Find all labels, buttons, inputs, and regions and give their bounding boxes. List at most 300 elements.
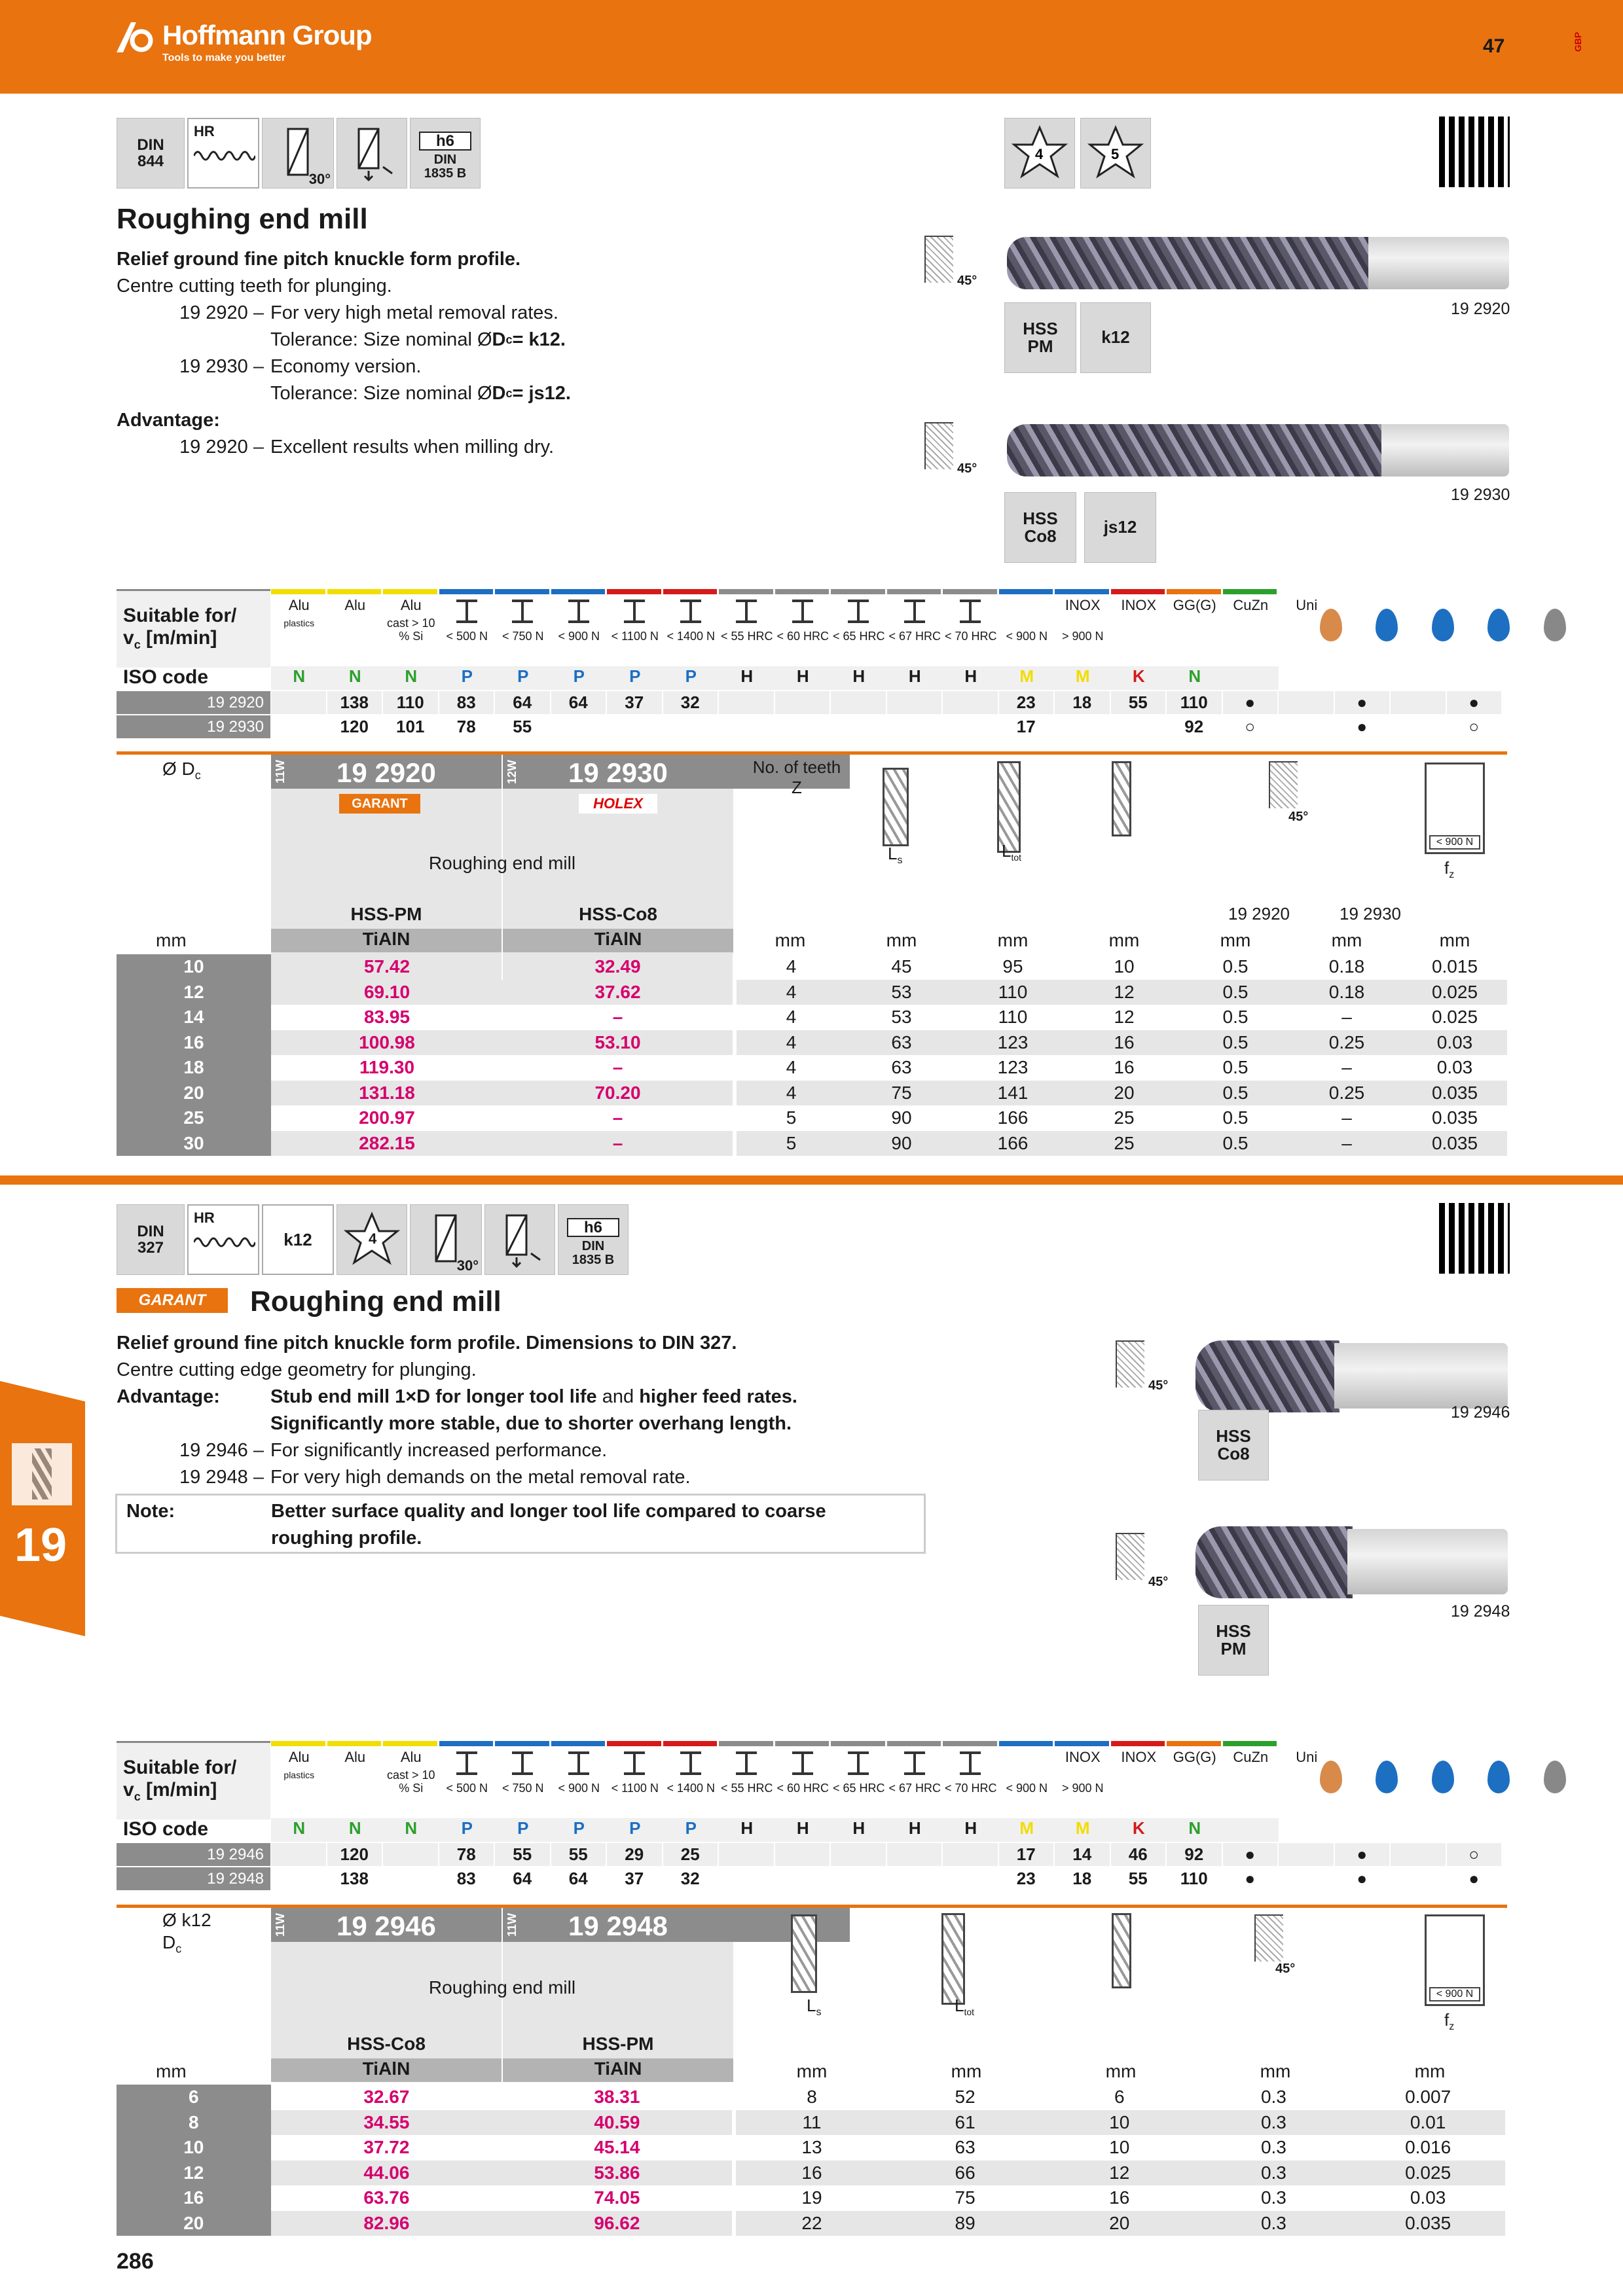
- unit-mm: mm: [1439, 930, 1470, 950]
- vc-value: 101: [383, 715, 438, 738]
- cell: 110: [998, 1007, 1028, 1028]
- iso-code: M: [1055, 1818, 1111, 1842]
- angle-label: 45°: [1288, 810, 1309, 824]
- vc-value: 32: [663, 1867, 718, 1890]
- cell: 74.05: [594, 2187, 640, 2208]
- material-head: INOX: [1121, 597, 1157, 613]
- cell: 282.15: [271, 1131, 503, 1157]
- tolerance-badge: js12: [1084, 492, 1156, 563]
- dry-icon: [1487, 1761, 1510, 1793]
- iso-code: P: [551, 1818, 608, 1842]
- material-stripe: [831, 589, 885, 594]
- iso-code: P: [495, 1818, 551, 1842]
- product-table-1: Ø $D_c$ 11W 19 2920 12W 19 2930 GARANT HOLEX Roughing end mill No. of teeth Z $L_s$ $L_{tot}$ 45° < 900 N $f_z$ 19 2920 19 2930 HSS-PM HSS-Co8 TiAlN TiAlN mm mm mm mm mm mm mm mm 10 57.42 32.49 4 45 95 10 0.5 0.18 0.015 12 69.10 37.62 4 53 110 12 0.5 0.18 0.025 14 83.95 – 4 53 110 12 0.5 – 0.025 16 100.98 53.10 4 63 123 16 0.5 0.25 0.03 18 119.30 – 4 63 123 16 0.5 – 0.03 20 131.18 70.20 4 75 141 20 0.5 0.25 0.035 25 200.97 – 5 90 166 25 0.5 – 0.035 30 282.15 – 5 90 166 25 0.5 – 0.035: [117, 755, 1507, 1159]
- unit-mm: mm: [775, 930, 806, 950]
- vc-value: [943, 1867, 998, 1890]
- cell: 4: [735, 1030, 846, 1056]
- cell: 0.25: [1291, 1030, 1402, 1056]
- cell: 0.015: [1431, 956, 1478, 977]
- material-sub: < 750 N: [501, 630, 544, 643]
- material-stripe: [943, 1741, 997, 1746]
- suitable-table-2: Suitable for/ $v_c$ [m/min] ISO code Alu plastics Alu Alu cast > 10 % Si < 500 N < 750 N < 900 N < 1100 N < 1400 N < 55 HRC < 60 HRC < 65 HRC < 67 HRC < 70 HRC < 900 N INOX > 900 N INOX GG(G) CuZn Uni N N N P P P P P H H H H H M M K N 19 2946 120 78 55 55 29 25 17 14 46 92 ● ● ○ 19 2948 138 83 64 64 37 32 23 18 55 110 ● ● ●: [117, 1741, 1507, 1890]
- vc-value: [1391, 1843, 1446, 1866]
- tolerance-badge: k12: [1080, 302, 1151, 373]
- material-badge: HSS Co8: [1198, 1410, 1269, 1480]
- cell: 32.67: [363, 2087, 410, 2108]
- vc-value: 37: [607, 691, 662, 714]
- table-row: [117, 1030, 1507, 1056]
- cell: 38.31: [594, 2087, 640, 2108]
- tool-image-192946: [1195, 1340, 1340, 1412]
- iso-code: N: [327, 666, 384, 690]
- vc-value: 78: [439, 715, 494, 738]
- cell: 0.3: [1197, 2110, 1351, 2136]
- cell: 40.59: [502, 2110, 734, 2136]
- material-head: CuZn: [1233, 1749, 1269, 1765]
- cell: 0.18: [1291, 980, 1402, 1005]
- language-code: GBP: [1573, 31, 1584, 52]
- table-row: [117, 1081, 1507, 1106]
- page-number-top: 47: [1483, 35, 1505, 57]
- material-sub: < 60 HRC: [776, 630, 830, 643]
- material-stripe: [663, 589, 718, 594]
- coating-header: TiAlN: [503, 929, 733, 952]
- table-row: [117, 1055, 1507, 1081]
- svg-text:4: 4: [1035, 146, 1044, 162]
- vc-value: [775, 691, 830, 714]
- material-stripe: [1111, 1741, 1165, 1746]
- table-row: [117, 2161, 1505, 2186]
- material-header: HSS-PM: [350, 904, 422, 924]
- vc-value: [831, 715, 886, 738]
- shank-h6-badge: h6 DIN 1835 B: [410, 118, 481, 188]
- unit-mm: mm: [1220, 930, 1251, 950]
- teeth-5-label: [1106, 139, 1107, 140]
- iso-code: H: [719, 1818, 775, 1842]
- vc-value: [551, 715, 606, 738]
- material-sub: < 900 N: [558, 1782, 600, 1795]
- vc-label: v: [123, 1779, 134, 1801]
- vc-value: ○: [1223, 715, 1278, 738]
- vc-value: [943, 1843, 998, 1866]
- material-sub: cast > 10 % Si: [386, 1768, 435, 1795]
- cell: 52: [955, 2087, 976, 2108]
- section2-title: Roughing end mill: [250, 1285, 501, 1318]
- material-head: Alu: [344, 597, 366, 613]
- vc-value: 110: [383, 691, 438, 714]
- vc-value: 64: [551, 1867, 606, 1890]
- cell: 4: [735, 1055, 846, 1081]
- material-stripe: [271, 1741, 325, 1746]
- vc-value: [719, 691, 774, 714]
- suitable-table-1: Suitable for/ $v_c$ [m/min] ISO code Alu plastics Alu Alu cast > 10 % Si < 500 N < 750 N < 900 N < 1100 N < 1400 N < 55 HRC < 60 HRC < 65 HRC < 67 HRC < 70 HRC < 900 N INOX > 900 N INOX GG(G) CuZn Uni N N N P P P P P H H H H H M M K N 19 2920 138 110 83 64 64 37 32 23 18 55 110 ● ● ● 19 2930 120 101 78 55 17 92 ○ ● ○: [117, 589, 1507, 738]
- iso-code: M: [999, 666, 1055, 690]
- cell: 25: [117, 1105, 271, 1131]
- vc-value: 120: [327, 715, 382, 738]
- cell: 166: [997, 1107, 1029, 1128]
- cell: 0.03: [1402, 1030, 1507, 1056]
- iso-code: P: [439, 1818, 496, 1842]
- cell: 123: [997, 1057, 1029, 1078]
- iso-code: P: [495, 666, 551, 690]
- water-drop-icon: [1376, 609, 1398, 641]
- cell: 0.025: [1402, 980, 1507, 1005]
- dry-icon: [1487, 609, 1510, 641]
- vc-value: 32: [663, 691, 718, 714]
- angle-label: 45°: [957, 274, 977, 288]
- vc-value: 138: [327, 1867, 382, 1890]
- material-head: Uni: [1296, 1749, 1318, 1765]
- cell: 53.10: [503, 1030, 735, 1056]
- cell: 12: [1042, 2161, 1197, 2186]
- material-stripe: [1055, 1741, 1109, 1746]
- cell: 30: [117, 1131, 271, 1157]
- code-header-192946: 11W 19 2946: [271, 1908, 501, 1942]
- material-sub: > 900 N: [1061, 1782, 1104, 1795]
- cell: 25: [1114, 1107, 1135, 1128]
- cell: 13: [734, 2135, 888, 2161]
- section1-title: Roughing end mill: [117, 203, 368, 235]
- material-stripe: [383, 1741, 437, 1746]
- material-stripe: [439, 589, 494, 594]
- material-head: INOX: [1065, 1749, 1101, 1765]
- vc-value: ●: [1335, 1867, 1390, 1890]
- cell: 6: [1114, 2087, 1125, 2108]
- coating-header: TiAlN: [503, 2058, 733, 2082]
- vc-value: 14: [1055, 1843, 1110, 1866]
- tolerance-k12-badge: k12: [262, 1204, 334, 1275]
- vc-value: 23: [999, 1867, 1054, 1890]
- profile-hr-icon: HR: [187, 118, 259, 188]
- vc-value: 55: [1111, 691, 1166, 714]
- cell: 45: [891, 956, 912, 977]
- cell: 96.62: [502, 2211, 734, 2236]
- material-stripe: [607, 1741, 661, 1746]
- angle-label: 45°: [1275, 1962, 1296, 1976]
- vc-value: 110: [1167, 1867, 1222, 1890]
- cell: 0.5: [1222, 1057, 1249, 1078]
- cell: 63: [891, 1057, 912, 1078]
- material-stripe: [719, 1741, 773, 1746]
- cell: 4: [735, 980, 846, 1005]
- code-header-192920: 11W 19 2920: [271, 755, 501, 789]
- tool-code: 19 2920: [1451, 300, 1510, 318]
- cell: –: [503, 1131, 735, 1157]
- steel-beam-icon: [509, 1750, 536, 1776]
- iso-code: H: [831, 666, 887, 690]
- iso-code: [1223, 666, 1279, 690]
- cell: 0.5: [1222, 1007, 1249, 1028]
- tool-code: 19 2946: [1451, 1403, 1510, 1422]
- iso-code: H: [775, 1818, 831, 1842]
- cell: 0.5: [1180, 980, 1291, 1005]
- teeth-5-icon: [1080, 118, 1151, 188]
- material-stripe: [775, 589, 830, 594]
- plunge-cut-icon: [484, 1204, 555, 1275]
- material-head: Alu: [288, 597, 310, 613]
- cell: 0.016: [1405, 2137, 1451, 2158]
- material-stripe: [1111, 589, 1165, 594]
- cell: 131.18: [271, 1081, 503, 1106]
- cell: 19: [734, 2185, 888, 2211]
- table-row: [117, 2085, 1505, 2110]
- iso-code: N: [383, 1818, 439, 1842]
- material-badge: HSS Co8: [1004, 492, 1076, 563]
- iso-code: N: [271, 1818, 327, 1842]
- steel-beam-icon: [621, 1750, 647, 1776]
- material-sub: cast > 10 % Si: [386, 617, 435, 643]
- vc-value: [719, 1867, 774, 1890]
- cell: 0.3: [1260, 2137, 1286, 2158]
- steel-beam-icon: [902, 1750, 928, 1776]
- cell: 20: [117, 2211, 271, 2236]
- angle-45-icon: [924, 236, 953, 283]
- material-sub: < 70 HRC: [944, 630, 997, 643]
- cell: 70.20: [503, 1081, 735, 1106]
- vc-value: ●: [1223, 1867, 1278, 1890]
- dc-header: Ø k12: [162, 1910, 211, 1930]
- cell: 90: [846, 1131, 957, 1157]
- steel-beam-icon: [678, 1750, 704, 1776]
- vc-value: 25: [663, 1843, 718, 1866]
- table-2-body: [117, 2085, 1507, 2236]
- tool-image-192930: [1007, 424, 1387, 476]
- iso-code-label: ISO code: [123, 1818, 209, 1840]
- cell: 10: [117, 954, 271, 980]
- cell: 5: [735, 1131, 846, 1157]
- feed-icon: < 900 N: [1425, 762, 1485, 854]
- cell: 69.10: [271, 980, 503, 1005]
- iso-code: M: [1055, 666, 1111, 690]
- vc-value: [383, 1843, 438, 1866]
- tool-image-192948: [1195, 1526, 1353, 1598]
- cell: 20: [117, 1081, 271, 1106]
- length-ltot-icon: [941, 1913, 965, 2005]
- table-row: [117, 2211, 1505, 2236]
- holex-logo: HOLEX: [579, 794, 657, 814]
- din-badge: DIN 844: [117, 118, 185, 188]
- teeth-4-icon: 4: [337, 1204, 407, 1275]
- cell: 0.035: [1431, 1107, 1478, 1128]
- cell: 0.5: [1180, 1081, 1291, 1106]
- cell: 16: [117, 2185, 271, 2211]
- cell: 63: [955, 2137, 976, 2158]
- vc-value: [1111, 715, 1166, 738]
- vc-value: [1279, 1867, 1334, 1890]
- vc-value: ●: [1335, 1843, 1390, 1866]
- cell: –: [612, 1107, 623, 1128]
- coating-header: TiAlN: [271, 2058, 501, 2082]
- vc-value: [607, 715, 662, 738]
- cell: 53: [846, 980, 957, 1005]
- cell: 12: [1114, 1007, 1135, 1028]
- material-sub: < 70 HRC: [944, 1782, 997, 1795]
- feed-icon: < 900 N: [1425, 1914, 1485, 2006]
- cell: 0.18: [1328, 956, 1365, 977]
- spray-icon: [1432, 1761, 1454, 1793]
- iso-code: H: [943, 666, 999, 690]
- suitable-label: Suitable for/: [123, 1757, 237, 1778]
- vc-value: [775, 1843, 830, 1866]
- ls-label: L: [807, 1996, 816, 2015]
- table-row: [117, 1131, 1507, 1157]
- vc-value: 92: [1167, 715, 1222, 738]
- material-head: Alu: [344, 1749, 366, 1765]
- steel-beam-icon: [790, 598, 816, 624]
- material-sub: < 500 N: [446, 1782, 488, 1795]
- material-badge: HSS PM: [1198, 1605, 1269, 1676]
- qr-code[interactable]: [1439, 1203, 1510, 1274]
- cell: 82.96: [271, 2211, 503, 2236]
- steel-beam-icon: [957, 598, 983, 624]
- section1-description: Relief ground fine pitch knuckle form profile. Centre cutting teeth for plunging. 19 2920 – For very high metal removal rates. Tolerance: Size nominal Ø D c = k12. 19 2930 – Economy version. Tolerance: Size nominal Ø D c = js12. Advantage: 19 2920 – Excellent results when milling dry.: [117, 249, 571, 457]
- tool-image-192920: [1007, 237, 1374, 289]
- material-sub: < 900 N: [1006, 1782, 1048, 1795]
- material-stripe: [719, 589, 773, 594]
- cell: 4: [735, 954, 846, 980]
- qr-code[interactable]: [1439, 117, 1510, 187]
- cell: 119.30: [359, 1057, 415, 1078]
- cell: 0.035: [1402, 1131, 1507, 1157]
- steel-beam-icon: [733, 1750, 759, 1776]
- dc-header: Ø D: [162, 759, 195, 779]
- cell: 0.3: [1260, 2087, 1286, 2108]
- table-row: [117, 1105, 1507, 1131]
- steel-beam-icon: [566, 1750, 592, 1776]
- cell: 16: [1114, 1057, 1135, 1078]
- diameter-icon: [1112, 761, 1131, 836]
- cell: 25: [1068, 1131, 1180, 1157]
- subcode-192920: 19 2920: [1228, 904, 1290, 924]
- cell: 10: [1042, 2110, 1197, 2136]
- teeth-4-label: [1031, 139, 1032, 140]
- cell: 95: [1002, 956, 1023, 977]
- material-sub: < 55 HRC: [720, 630, 773, 643]
- cell: –: [612, 1007, 623, 1028]
- material-stripe: [999, 589, 1053, 594]
- air-icon: [1544, 609, 1566, 641]
- unit-mm: mm: [1414, 2061, 1446, 2081]
- cell: 20: [1068, 1081, 1180, 1106]
- unit-mm: mm: [886, 930, 917, 950]
- material-stripe: [775, 1741, 830, 1746]
- air-icon: [1544, 1761, 1566, 1793]
- cell: 20: [1042, 2211, 1197, 2236]
- table-1-body: [117, 954, 1507, 1156]
- material-header: HSS-Co8: [579, 904, 657, 924]
- steel-beam-icon: [678, 598, 704, 624]
- cell: 63.76: [363, 2187, 410, 2208]
- vc-value: [1391, 1867, 1446, 1890]
- cell: 75: [955, 2187, 976, 2208]
- vc-value: 37: [607, 1867, 662, 1890]
- material-stripe: [439, 1741, 494, 1746]
- steel-beam-icon: [509, 598, 536, 624]
- cell: 0.035: [1402, 1081, 1507, 1106]
- iso-code: P: [663, 1818, 720, 1842]
- table-row: [117, 2135, 1505, 2161]
- table-caption: Roughing end mill: [428, 1977, 576, 1998]
- material-sub: < 60 HRC: [776, 1782, 830, 1795]
- material-stripe: [383, 589, 437, 594]
- ltot-label: L: [1002, 841, 1012, 861]
- cell: 16: [1068, 1030, 1180, 1056]
- vc-value: [271, 1843, 326, 1866]
- cell: 6: [117, 2085, 271, 2110]
- vc-value: [719, 1843, 774, 1866]
- fz-label: f: [1444, 2010, 1450, 2030]
- cell: –: [1341, 1057, 1352, 1078]
- vc-value: [383, 1867, 438, 1890]
- din-badge: DIN 327: [117, 1204, 185, 1275]
- material-head: Alu: [400, 1749, 422, 1765]
- iso-code: H: [831, 1818, 887, 1842]
- tool-shank: [1368, 237, 1509, 289]
- iso-code: N: [271, 666, 327, 690]
- cell: 53: [891, 1007, 912, 1028]
- fz-label: f: [1444, 858, 1450, 878]
- angle-label: 45°: [1148, 1575, 1169, 1589]
- material-stripe: [1223, 1741, 1277, 1746]
- cell: 22: [734, 2211, 888, 2236]
- diameter-icon: [1112, 1913, 1131, 1988]
- cell: 0.5: [1180, 1131, 1291, 1157]
- material-sub: plastics: [283, 618, 315, 628]
- material-stripe: [607, 589, 661, 594]
- teeth-header: No. of teeth: [752, 757, 841, 777]
- brand-name: Hoffmann Group: [162, 20, 372, 50]
- cell: 10: [117, 2135, 271, 2161]
- cell: 53.86: [502, 2161, 734, 2186]
- cell: 63: [846, 1030, 957, 1056]
- vc-value: [831, 1843, 886, 1866]
- angle-label: 45°: [957, 461, 977, 476]
- cell: 16: [1109, 2187, 1130, 2208]
- vc-value: 46: [1111, 1843, 1166, 1866]
- vc-value: 120: [327, 1843, 382, 1866]
- cell: 0.3: [1260, 2187, 1286, 2208]
- material-sub: plastics: [283, 1770, 315, 1780]
- oil-drop-icon: [1320, 609, 1342, 641]
- material-sub: < 900 N: [1006, 630, 1048, 643]
- iso-code-label: ISO code: [123, 666, 209, 688]
- material-stripe: [551, 1741, 606, 1746]
- cell: 61: [888, 2110, 1042, 2136]
- cell: 0.3: [1197, 2211, 1351, 2236]
- material-head: INOX: [1121, 1749, 1157, 1765]
- product-table-2: Ø k12 $D_c$ 11W 19 2946 11W 19 2948 Roughing end mill $L_s$ $L_{tot}$ 45° < 900 N $f_z$ HSS-Co8 HSS-PM TiAlN TiAlN mm mm mm mm mm mm 6 32.67 38.31 8 52 6 0.3 0.007 8 34.55 40.59 11 61 10 0.3 0.01 10 37.72 45.14 13 63 10 0.3 0.016 12 44.06 53.86 16 66 12 0.3 0.025 16 63.76 74.05 19 75 16 0.3 0.03 20 82.96 96.62 22 89 20 0.3 0.035: [117, 1908, 1507, 2235]
- chapter-number: 19: [14, 1519, 67, 1571]
- cell: 12: [117, 2161, 271, 2186]
- cell: 100.98: [271, 1030, 503, 1056]
- steel-beam-icon: [454, 1750, 480, 1776]
- tool-shank: [1381, 424, 1509, 476]
- material-sub: < 1400 N: [666, 630, 716, 643]
- iso-code: K: [1111, 1818, 1167, 1842]
- iso-code: N: [327, 1818, 384, 1842]
- vc-value: [831, 691, 886, 714]
- section2-description: Relief ground fine pitch knuckle form profile. Dimensions to DIN 327. Centre cutting edge geometry for plunging. Advantage: Stub end mill 1×D for longer tool life and higher feed rates. Significantly more stable, due to shorter overhang length. 19 2946 – For significantly increased performance. 19 2948 – For very high demands on the metal removal rate.: [117, 1333, 797, 1488]
- cell: 11: [734, 2110, 888, 2136]
- vc-value: ●: [1223, 691, 1278, 714]
- material-stripe: [999, 1741, 1053, 1746]
- vc-value: 138: [327, 691, 382, 714]
- iso-code: N: [383, 666, 439, 690]
- row-code: 19 2946: [117, 1843, 270, 1866]
- material-stripe: [1167, 589, 1221, 594]
- material-head: GG(G): [1173, 597, 1216, 613]
- steel-beam-icon: [733, 598, 759, 624]
